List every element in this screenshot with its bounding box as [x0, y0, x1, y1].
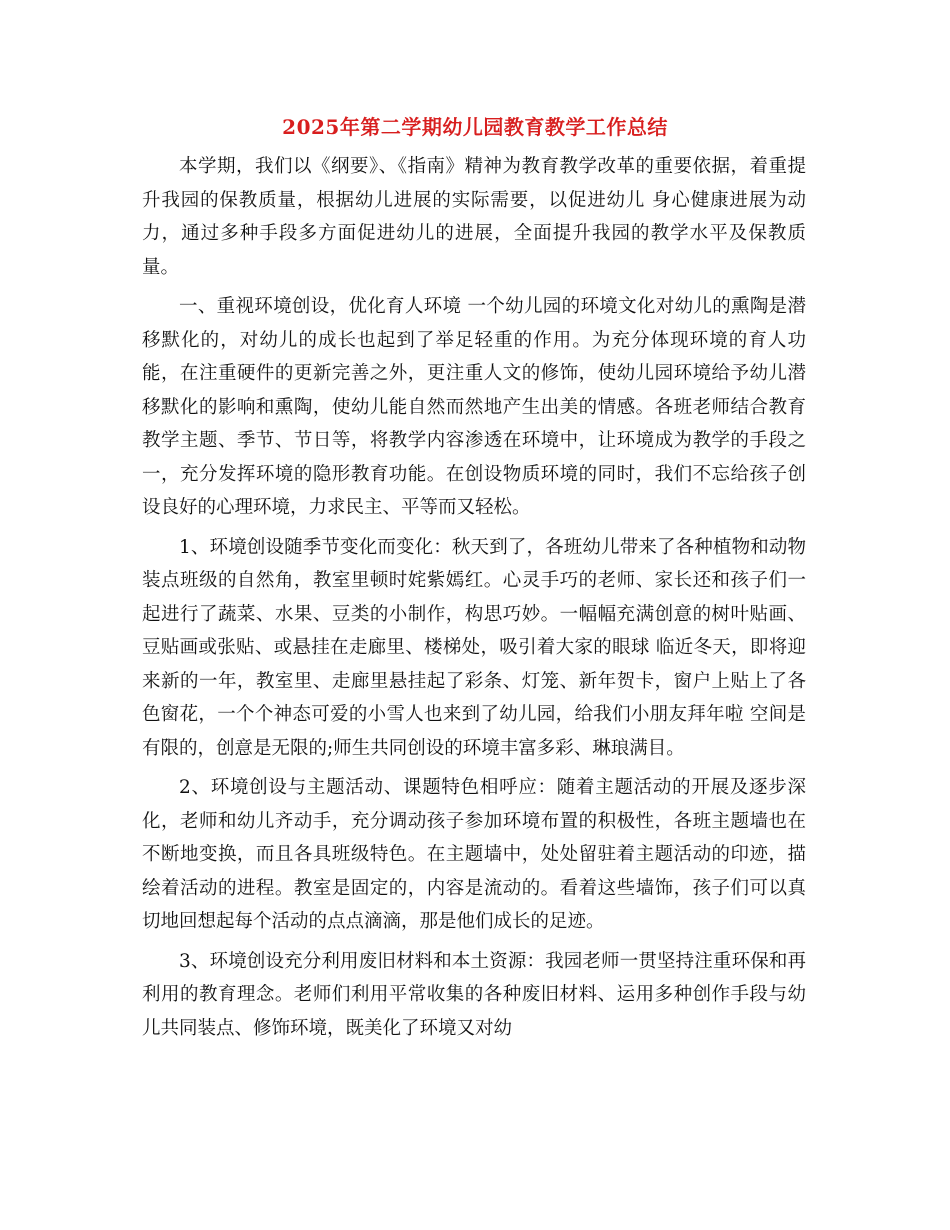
paragraph-section-one: 一、重视环境创设，优化育人环境 一个幼儿园的环境文化对幼儿的熏陶是潜移默化的，对幼儿的成长也起到了举足轻重的作用。为充分体现环境的育人功能，在注重硬件的更新完善之外，更注重人文的修饰，使幼儿园环境给予幼儿潜移默化的影响和熏陶，使幼儿能自然而然地产生出美的情感。各班老师结合教育教学主题、季节、节日等，将教学内容渗透在环境中，让环境成为教学的手段之一，充分发挥环境的隐形教育功能。在创设物质环境的同时，我们不忘给孩子创设良好的心理环境，力求民主、平等而又轻松。: [142, 296, 806, 518]
paragraph-item-2: 2、环境创设与主题活动、课题特色相呼应：随着主题活动的开展及逐步深化，老师和幼儿齐动手，充分调动孩子参加环境布置的积极性，各班主题墙也在不断地变换，而且各具班级特色。在主题墙中，处处留驻着主题活动的印迹，描绘着活动的进程。教室是固定的，内容是流动的。看着这些墙饰，孩子们可以真切地回想起每个活动的点点滴滴，那是他们成长的足迹。: [142, 777, 806, 932]
document-body: [142, 150, 806, 1051]
paragraph-item-3: 3、环境创设充分利用废旧材料和本土资源：我园老师一贯坚持注重环保和再利用的教育理念。老师们利用平常收集的各种废旧材料、运用多种创作手段与幼儿共同装点、修饰环境，既美化了环境又对幼: [142, 950, 806, 1039]
document-title: 2025年第二学期幼儿园教育教学工作总结: [282, 115, 668, 139]
paragraph-item-1: 1、环境创设随季节变化而变化：秋天到了，各班幼儿带来了各种植物和动物装点班级的自然角，教室里顿时姹紫嫣红。心灵手巧的老师、家长还和孩子们一起进行了蔬菜、水果、豆类的小制作，构思巧妙。一幅幅充满创意的树叶贴画、豆贴画或张贴、或悬挂在走廊里、楼梯处，吸引着大家的眼球 临近冬天，即将迎来新的一年，教室里、走廊里悬挂起了彩条、灯笼、新年贺卡，窗户上贴上了各色窗花，一个个神态可爱的小雪人也来到了幼儿园，给我们小朋友拜年啦 空间是有限的，创意是无限的;师生共同创设的环境丰富多彩、琳琅满目。: [142, 536, 806, 759]
paragraph-intro: 本学期，我们以《纲要》、《指南》精神为教育教学改革的重要依据，着重提升我园的保教质量，根据幼儿进展的实际需要，以促进幼儿 身心健康进展为动力，通过多种手段多方面促进幼儿的进展，全面提升我园的教学水平及保教质量。: [142, 156, 806, 278]
